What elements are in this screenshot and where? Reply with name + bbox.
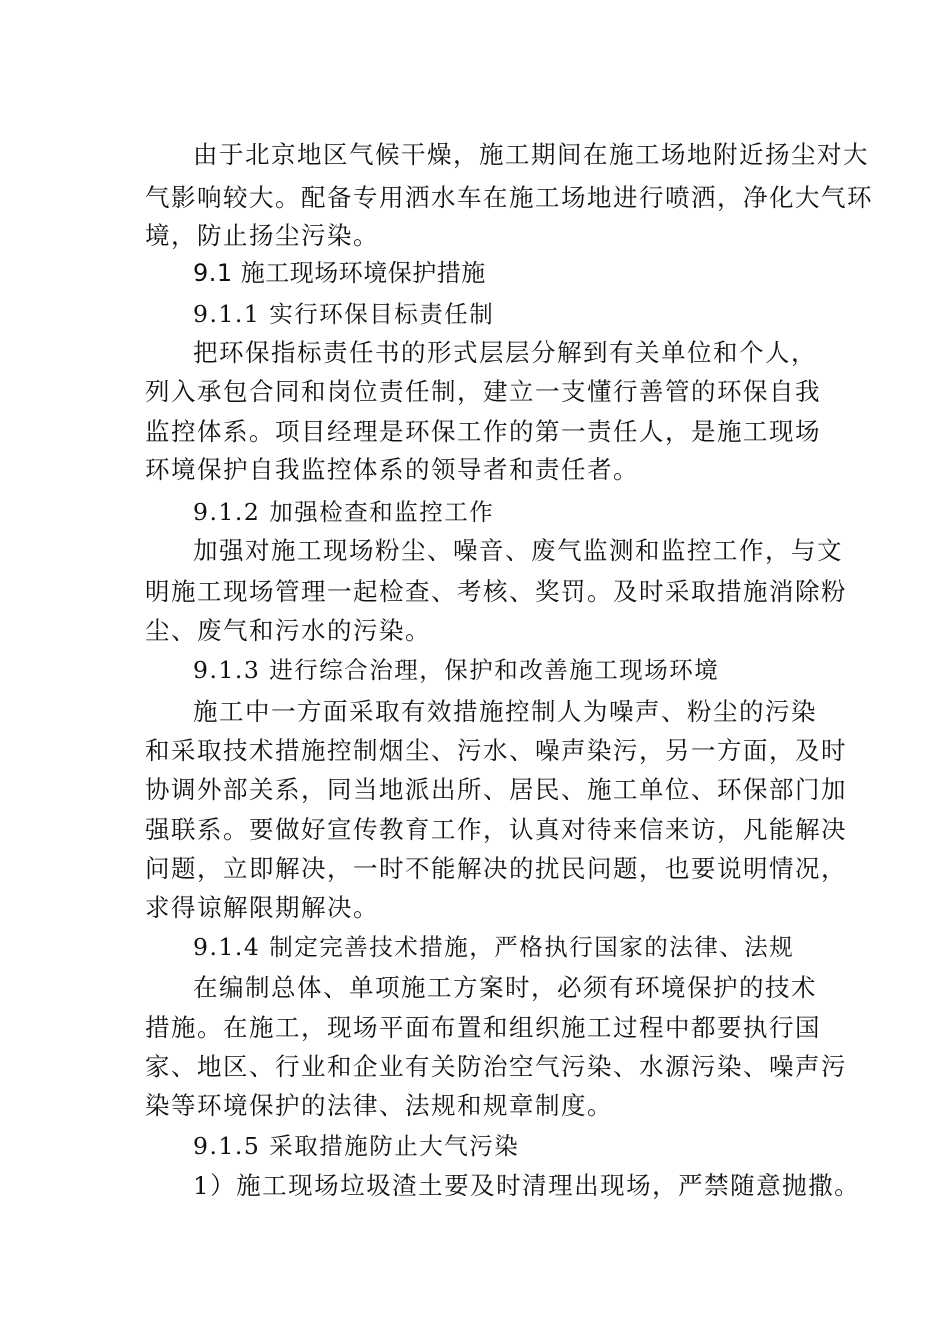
paragraph-line: 染等环境保护的法律、法规和规章制度。 [145, 1091, 613, 1120]
section-heading: 9.1 施工现场环境保护措施 [193, 259, 486, 287]
paragraph-line: 措施。在施工，现场平面布置和组织施工过程中都要执行国 [145, 1013, 821, 1042]
paragraph-line: 把环保指标责任书的形式层层分解到有关单位和个人， [193, 338, 817, 367]
paragraph-line: 气影响较大。配备专用洒水车在施工场地进行喷洒，净化大气环 [145, 183, 873, 212]
paragraph-line: 由于北京地区气候干燥，施工期间在施工场地附近扬尘对大 [193, 140, 869, 169]
paragraph-line: 和采取技术措施控制烟尘、污水、噪声染污，另一方面，及时 [145, 736, 847, 765]
paragraph-line: 求得谅解限期解决。 [145, 893, 379, 922]
paragraph-line: 列入承包合同和岗位责任制，建立一支懂行善管的环保自我 [145, 377, 821, 406]
paragraph-line: 环境保护自我监控体系的领导者和责任者。 [145, 455, 639, 484]
paragraph-line: 协调外部关系，同当地派出所、居民、施工单位、环保部门加 [145, 775, 847, 804]
paragraph-line: 家、地区、行业和企业有关防治空气污染、水源污染、噪声污 [145, 1052, 847, 1081]
subsection-heading: 9.1.3 进行综合治理，保护和改善施工现场环境 [193, 656, 720, 684]
subsection-heading: 9.1.1 实行环保目标责任制 [193, 300, 495, 328]
paragraph-line: 加强对施工现场粉尘、噪音、废气监测和监控工作，与文 [193, 536, 843, 565]
subsection-heading: 9.1.4 制定完善技术措施，严格执行国家的法律、法规 [193, 933, 795, 961]
subsection-heading: 9.1.2 加强检查和监控工作 [193, 498, 495, 526]
paragraph-line: 强联系。要做好宣传教育工作，认真对待来信来访，凡能解决 [145, 815, 847, 844]
list-item: 1）施工现场垃圾渣土要及时清理出现场，严禁随意抛撒。 [193, 1171, 861, 1200]
paragraph-line: 尘、废气和污水的污染。 [145, 616, 431, 645]
paragraph-line: 施工中一方面采取有效措施控制人为噪声、粉尘的污染 [193, 697, 817, 726]
paragraph-line: 明施工现场管理一起检查、考核、奖罚。及时采取措施消除粉 [145, 577, 847, 606]
paragraph-line: 境，防止扬尘污染。 [145, 221, 379, 250]
paragraph-line: 在编制总体、单项施工方案时，必须有环境保护的技术 [193, 973, 817, 1002]
paragraph-line: 监控体系。项目经理是环保工作的第一责任人，是施工现场 [145, 417, 821, 446]
paragraph-line: 问题，立即解决，一时不能解决的扰民问题，也要说明情况， [145, 854, 847, 883]
subsection-heading: 9.1.5 采取措施防止大气污染 [193, 1132, 520, 1160]
